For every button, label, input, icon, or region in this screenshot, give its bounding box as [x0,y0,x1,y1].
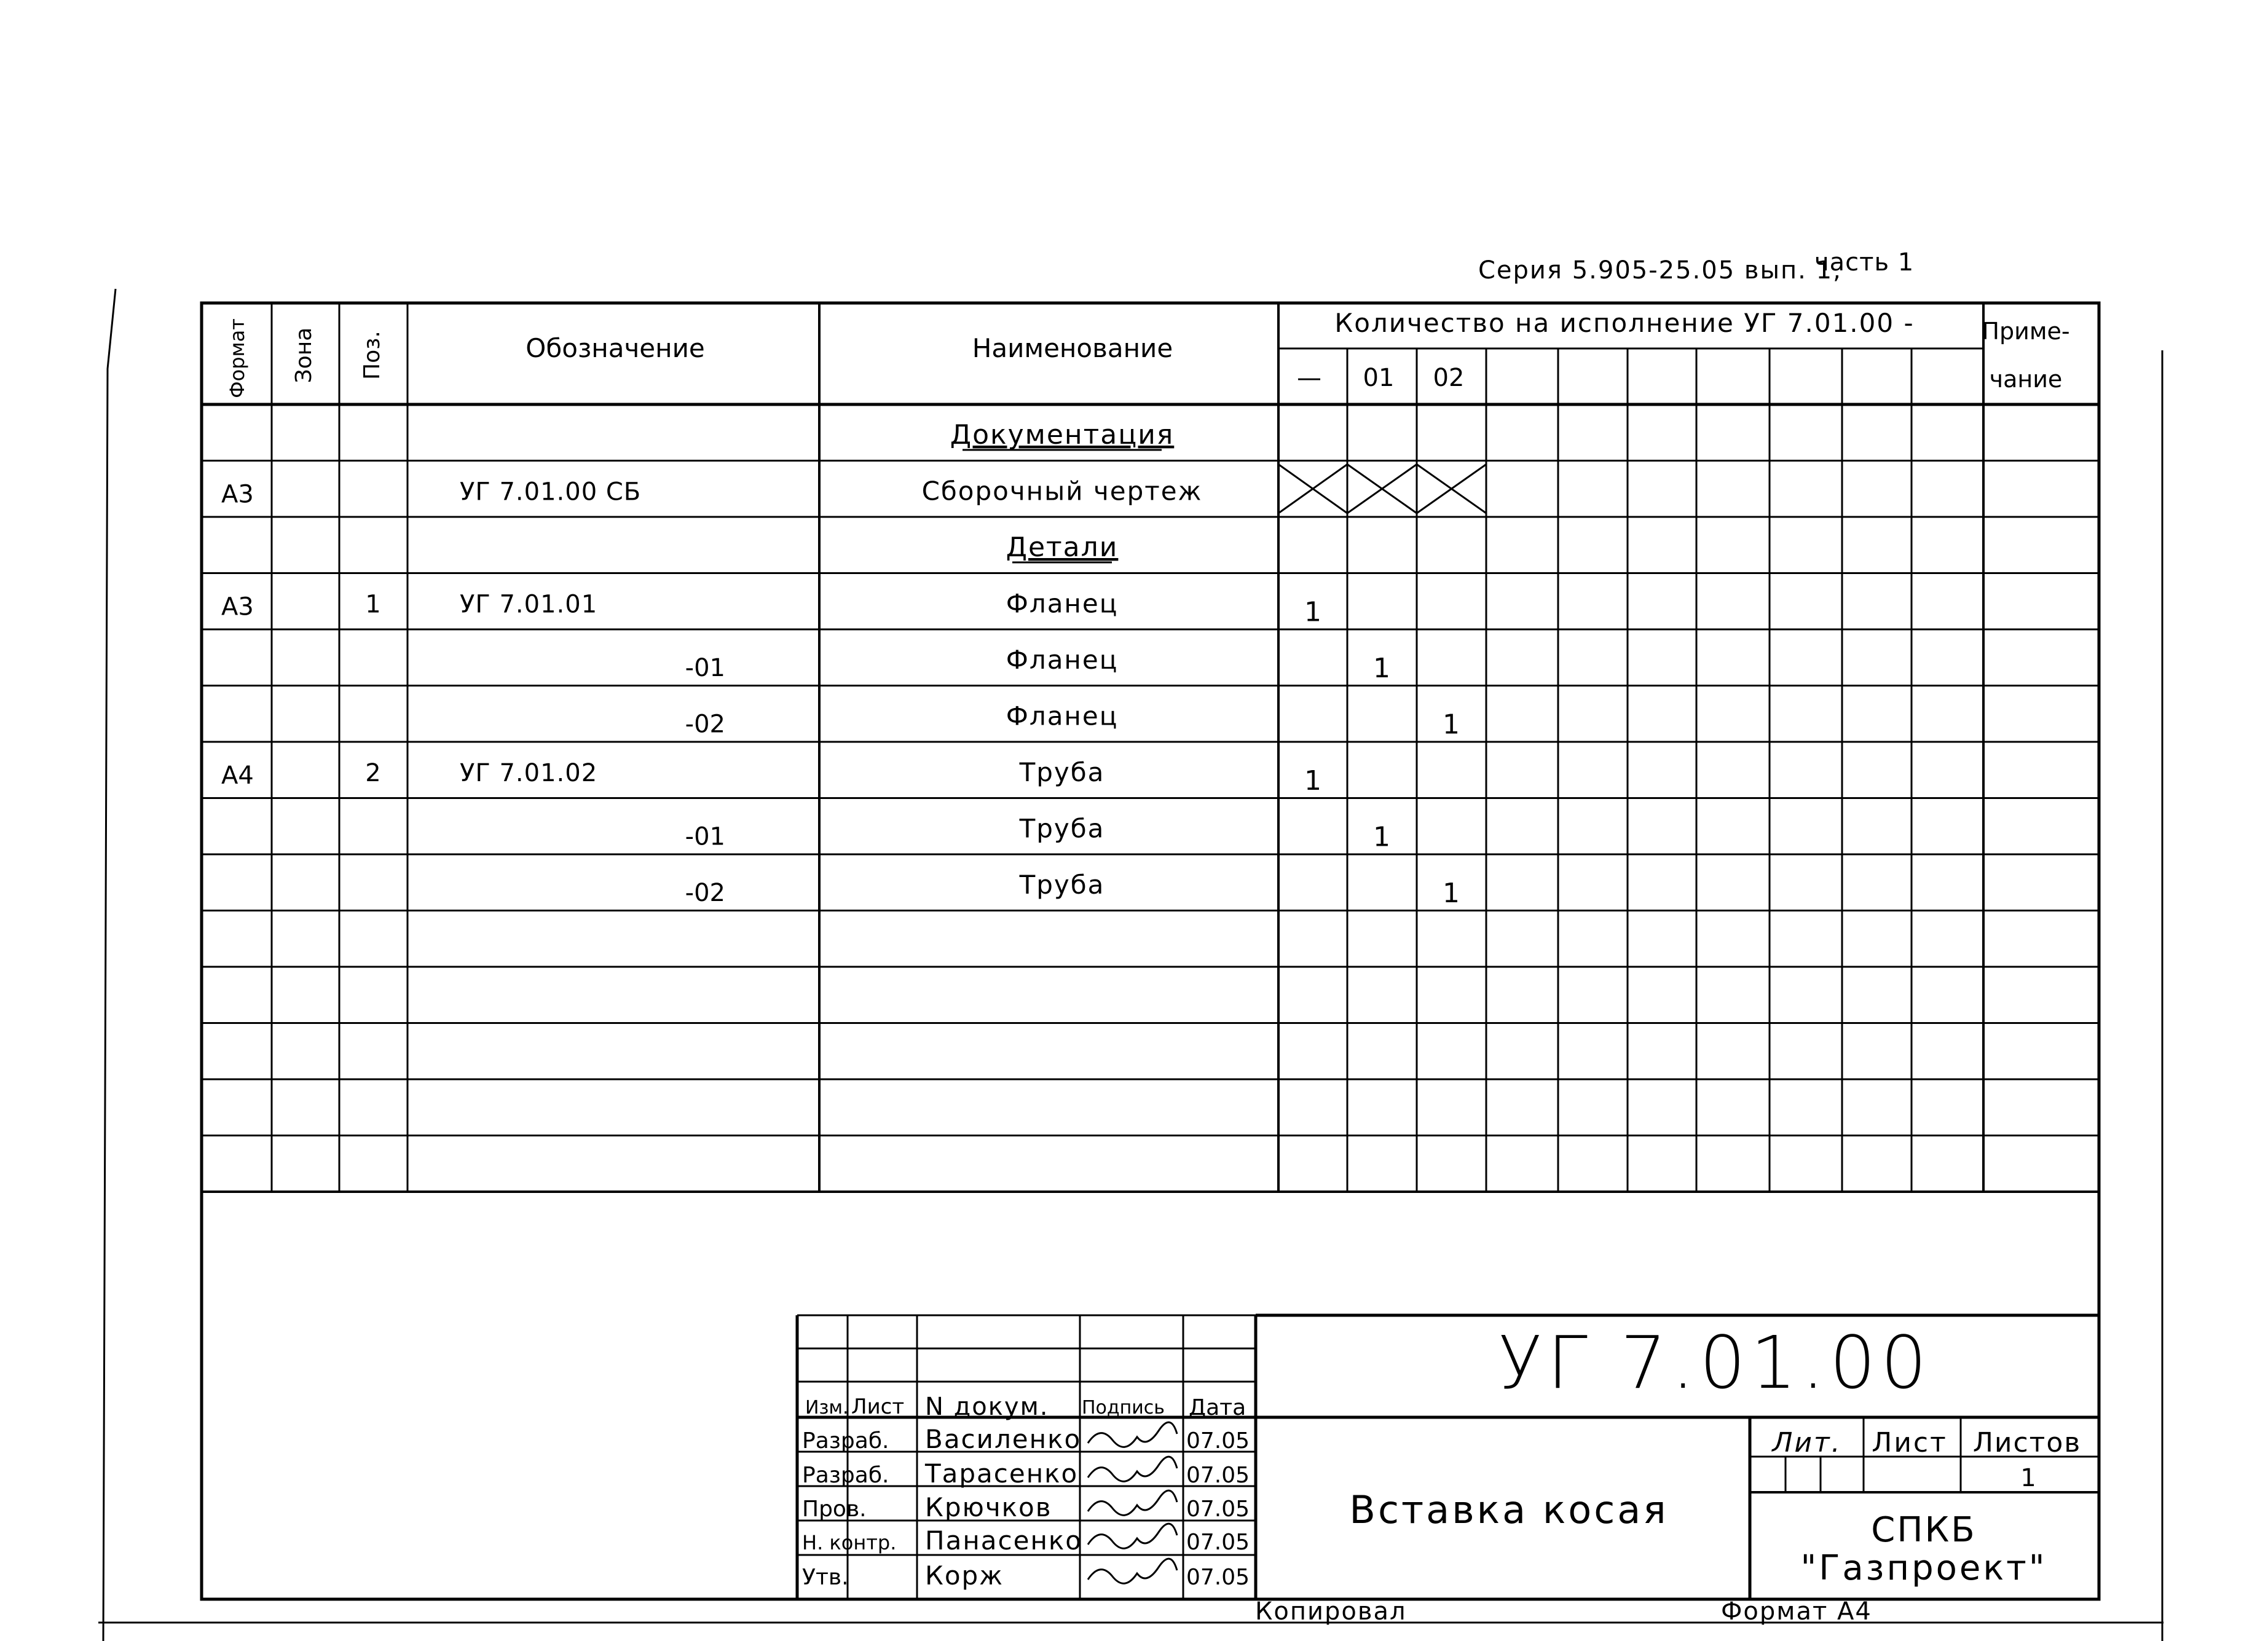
table-row [221,757,1321,797]
row-format: А3 [221,592,254,621]
row-designation: УГ 7.01.02 [460,759,598,787]
signer-name: Крючков [925,1492,1052,1522]
variant-base: — [1297,364,1321,392]
signer-role: Разраб. [802,1463,889,1488]
signer-date: 07.05 [1186,1565,1250,1590]
tb-col-list: Лист [851,1395,905,1419]
signer-date: 07.05 [1186,1463,1250,1488]
signer-role: Н. контр. [802,1531,897,1554]
row-format: А4 [221,761,254,790]
signer-role: Разраб. [802,1428,889,1454]
sheets-label: Листов [1972,1427,2082,1458]
row-name: Сборочный чертеж [921,476,1203,506]
spec-table-rows [221,419,1486,909]
row-designation-suffix: -01 [685,654,725,682]
variant-02: 02 [1433,364,1465,392]
row-designation-suffix: -01 [685,822,725,851]
row-name: Труба [1019,757,1105,787]
header-zone: Зона [291,327,317,384]
tb-col-ndoc: N докум. [925,1393,1049,1421]
row-quantity: 1 [1304,596,1321,628]
table-row [685,645,1390,684]
signer-date: 07.05 [1186,1497,1250,1522]
row-quantity: 1 [1373,821,1390,853]
header-designation: Обозначение [526,333,705,363]
doc-code: УГ 7.01.00 [1498,1320,1932,1405]
header-pos: Поз. [360,331,385,380]
table-row [221,465,1486,514]
table-row [1006,532,1119,563]
signer-name: Тарасенко [925,1458,1079,1489]
signer-name: Корж [925,1560,1004,1591]
org-line1: СПКБ [1871,1510,1977,1550]
signer-date: 07.05 [1186,1530,1250,1555]
table-row [221,589,1321,628]
signer-role: Пров. [802,1497,867,1522]
section-title: Документация [950,419,1175,451]
sheet-label: Лист [1872,1427,1948,1458]
row-name: Фланец [1006,588,1119,619]
row-quantity: 1 [1373,653,1390,684]
header-format: Формат [226,318,249,398]
row-position: 1 [365,590,381,619]
table-row [685,870,1460,909]
signature-mark [1088,1457,1177,1481]
row-name: Фланец [1006,645,1119,675]
row-designation-suffix: -02 [685,879,725,907]
row-quantity: 1 [1443,709,1460,741]
spec-table-header [226,308,2070,398]
doc-title: Вставка косая [1349,1487,1669,1532]
row-name: Фланец [1006,701,1119,731]
series-part-text: часть 1 [1814,248,1915,277]
signer-name: Панасенко [925,1525,1082,1556]
series-text: Серия 5.905-25.05 вып. 1, [1478,256,1842,285]
table-row [950,419,1175,451]
row-name: Труба [1019,870,1105,900]
row-position: 2 [365,759,381,787]
signature-mark [1088,1559,1177,1583]
signer-name: Василенко [925,1424,1082,1454]
header-note-line2: чание [1989,366,2063,393]
row-quantity: 1 [1304,765,1321,797]
row-designation-suffix: -02 [685,710,725,739]
header-name: Наименование [972,333,1173,363]
table-row [685,701,1460,741]
row-designation: УГ 7.01.00 СБ [460,478,642,506]
header-quantity: Количество на исполнение УГ 7.01.00 - [1334,308,1915,338]
row-format: А3 [221,480,254,509]
footer-format: Формат А4 [1721,1597,1872,1626]
lit-label: Лит. [1772,1427,1842,1458]
signature-mark [1088,1490,1177,1515]
row-designation: УГ 7.01.01 [460,590,598,619]
tb-col-date: Дата [1189,1395,1246,1420]
signer-role: Утв. [802,1565,849,1590]
sheets-value: 1 [2020,1464,2036,1492]
org-line2: "Газпроект" [1800,1548,2047,1588]
variant-01: 01 [1363,364,1395,392]
signature-mark [1088,1422,1177,1447]
signature-mark [1088,1524,1177,1548]
row-name: Труба [1019,813,1105,844]
signer-date: 07.05 [1186,1428,1250,1454]
section-title: Детали [1006,532,1119,563]
tb-col-sign: Подпись [1082,1397,1165,1419]
row-quantity: 1 [1443,878,1460,909]
header-note-line1: Приме- [1982,318,2070,345]
footer-copied: Копировал [1255,1597,1407,1626]
tb-col-izm: Изм. [805,1397,849,1419]
table-row [685,814,1390,853]
